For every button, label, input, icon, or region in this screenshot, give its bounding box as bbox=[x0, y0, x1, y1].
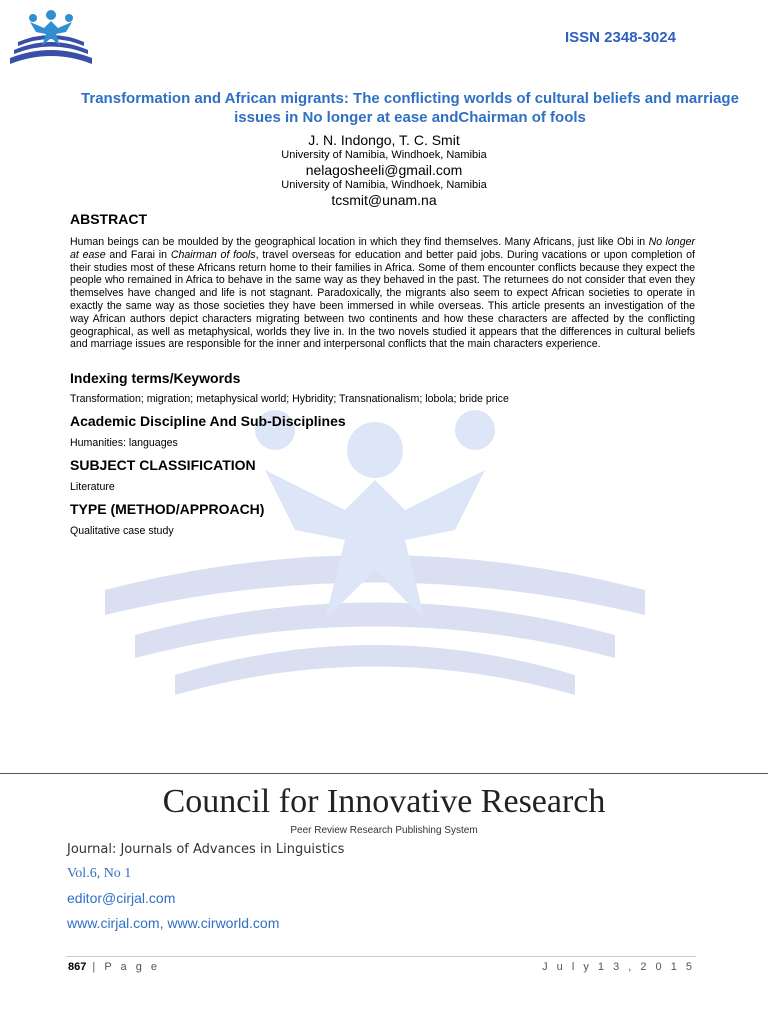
classification-heading: SUBJECT CLASSIFICATION bbox=[70, 457, 256, 473]
abstract-heading: ABSTRACT bbox=[70, 211, 147, 227]
discipline-text: Humanities: languages bbox=[70, 437, 178, 449]
page-number bbox=[68, 961, 160, 973]
book-title-2: Chairman of fools bbox=[170, 248, 256, 261]
journal-logo-icon bbox=[6, 6, 96, 72]
page-label: | P a g e bbox=[86, 961, 160, 973]
author-email-1: nelagosheeli@gmail.com bbox=[305, 162, 463, 178]
volume-issue: Vol.6, No 1 bbox=[67, 866, 132, 881]
discipline-heading: Academic Discipline And Sub-Disciplines bbox=[70, 413, 346, 429]
page-footer-rule bbox=[66, 956, 696, 957]
author-affiliation-2: University of Namibia, Windhoek, Namibia bbox=[281, 179, 487, 191]
abstract-body bbox=[70, 236, 695, 351]
abstract-text-3: , travel overseas for education and better paid jobs. During vacations or upon completion of their studies most of these Africans return home to their families in Africa. Some of them encounter conflicts because they expect the people who remained in Africa to behave in the same way as they behaved in the past. The returnees do not consider that even they themselves have changed and life is not stagnant. Paradoxically, the migrants also seem to expect African societies to operate in exactly the same way as those societies they have been immersed in while overseas. This article presents an investigation of the way African authors depict characters migrating between two continents and how these characters are affected by the conflicting geographical, as well as metaphysical, worlds they live in. In the two novels studied it appears that the differences in cultural beliefs and marriage issues are responsible for the inner and interpersonal conflicts that the main characters experience. bbox=[70, 248, 695, 351]
issn: ISSN 2348-3024 bbox=[565, 29, 676, 46]
type-heading: TYPE (METHOD/APPROACH) bbox=[70, 501, 265, 517]
author-email-2: tcsmit@unam.na bbox=[331, 192, 437, 208]
editor-email-link[interactable]: editor@cirjal.com bbox=[67, 890, 176, 906]
paper-title: Transformation and African migrants: The conflicting worlds of cultural beliefs and marriage issues in No longer at ease andChairman of fools bbox=[81, 90, 739, 126]
keywords-heading: Indexing terms/Keywords bbox=[70, 370, 241, 386]
website-links[interactable]: www.cirjal.com, www.cirworld.com bbox=[67, 915, 280, 931]
watermark-logo-icon bbox=[95, 390, 655, 730]
author-block bbox=[0, 132, 768, 209]
council-tagline: Peer Review Research Publishing System bbox=[290, 825, 478, 836]
author-names: J. N. Indongo, T. C. Smit bbox=[308, 132, 460, 148]
page-number-value: 867 bbox=[68, 961, 87, 973]
book-title-1: No longer at ease bbox=[70, 236, 696, 261]
abstract-text-1: Human beings can be moulded by the geographical location in which they find themselves. Many Africans, just like Obi in bbox=[70, 236, 649, 248]
keywords-text: Transformation; migration; metaphysical world; Hybridity; Transnationalism; lobola; bride price bbox=[70, 393, 509, 405]
publication-date: J u l y 1 3 , 2 0 1 5 bbox=[542, 961, 695, 973]
classification-text: Literature bbox=[70, 481, 115, 493]
journal-name: Journal: Journals of Advances in Linguistics bbox=[67, 842, 345, 857]
footer-divider bbox=[0, 773, 768, 774]
type-text: Qualitative case study bbox=[70, 525, 174, 537]
author-affiliation-1: University of Namibia, Windhoek, Namibia bbox=[281, 149, 487, 161]
council-title: Council for Innovative Research bbox=[162, 783, 606, 820]
abstract-text-2: and Farai in bbox=[105, 248, 171, 261]
